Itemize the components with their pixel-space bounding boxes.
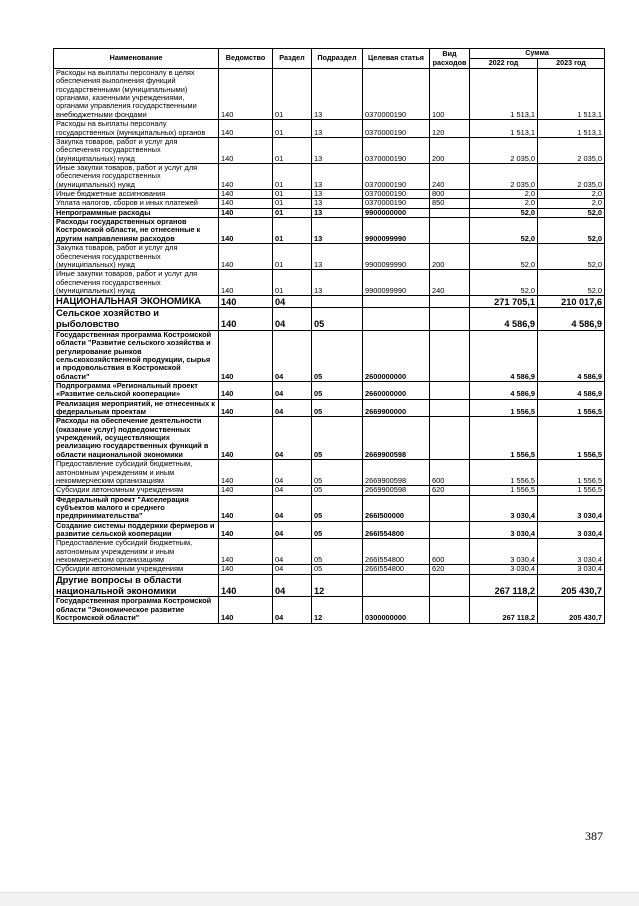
table-row [54, 495, 605, 521]
table-row [54, 218, 605, 244]
table-row [54, 574, 605, 597]
footer-strip [0, 892, 639, 906]
cell-sum-2022: 267 118,2 [470, 574, 538, 597]
cell-target-article: 2669900598 [363, 460, 430, 486]
cell-department: 140 [219, 120, 273, 138]
cell-department: 140 [219, 381, 273, 399]
cell-expense-type: 120 [430, 120, 470, 138]
cell-department: 140 [219, 597, 273, 623]
cell-target-article: 2669900000 [363, 399, 430, 417]
cell-name: Реализация мероприятий, не отнесенных к федеральным проектам [54, 399, 219, 417]
table-row [54, 120, 605, 138]
cell-sum-2022: 52,0 [470, 244, 538, 270]
cell-expense-type [430, 417, 470, 460]
cell-department: 140 [219, 495, 273, 521]
cell-target-article: 0370000190 [363, 137, 430, 163]
cell-target-article: 2669900598 [363, 417, 430, 460]
cell-target-article: 9900000000 [363, 208, 430, 217]
cell-department: 140 [219, 296, 273, 308]
cell-target-article [363, 574, 430, 597]
cell-section: 01 [273, 190, 312, 199]
table-row [54, 270, 605, 296]
cell-sum-2023: 2,0 [538, 199, 605, 208]
cell-subsection: 05 [312, 486, 363, 495]
cell-sum-2022: 271 705,1 [470, 296, 538, 308]
cell-department: 140 [219, 218, 273, 244]
table-row [54, 597, 605, 623]
header-section: Раздел [273, 49, 312, 69]
cell-sum-2022: 1 513,1 [470, 69, 538, 120]
cell-name: Подпрограмма «Региональный проект «Развитие сельской кооперации» [54, 381, 219, 399]
cell-target-article: 266I554800 [363, 565, 430, 574]
table-row [54, 381, 605, 399]
cell-section: 01 [273, 218, 312, 244]
cell-subsection: 12 [312, 597, 363, 623]
cell-subsection: 13 [312, 218, 363, 244]
page-number: 387 [585, 829, 603, 843]
cell-department: 140 [219, 539, 273, 565]
cell-sum-2023: 1 556,5 [538, 417, 605, 460]
cell-name: Расходы государственных органов Костромской области, не отнесенные к другим направлениям расходов [54, 218, 219, 244]
cell-expense-type [430, 495, 470, 521]
cell-name: Субсидии автономным учреждениям [54, 486, 219, 495]
cell-target-article: 0370000190 [363, 69, 430, 120]
table-row [54, 190, 605, 199]
header-department: Ведомство [219, 49, 273, 69]
cell-expense-type [430, 330, 470, 381]
cell-target-article: 266I554800 [363, 539, 430, 565]
cell-sum-2023: 1 513,1 [538, 69, 605, 120]
cell-subsection: 13 [312, 270, 363, 296]
table-row [54, 539, 605, 565]
cell-department: 140 [219, 460, 273, 486]
cell-sum-2023: 1 556,5 [538, 486, 605, 495]
cell-target-article [363, 296, 430, 308]
cell-name: Иные бюджетные ассигнования [54, 190, 219, 199]
cell-target-article: 9900099990 [363, 270, 430, 296]
cell-target-article: 0370000190 [363, 190, 430, 199]
cell-name: Федеральный проект "Акселерация субъектов малого и среднего предпринимательства" [54, 495, 219, 521]
cell-expense-type [430, 597, 470, 623]
cell-target-article: 0370000190 [363, 199, 430, 208]
cell-section: 04 [273, 565, 312, 574]
header-target-article: Целевая статья [363, 49, 430, 69]
cell-sum-2023: 52,0 [538, 218, 605, 244]
cell-department: 140 [219, 330, 273, 381]
cell-sum-2023: 3 030,4 [538, 539, 605, 565]
cell-target-article: 0370000190 [363, 163, 430, 189]
cell-section: 04 [273, 399, 312, 417]
cell-sum-2023: 2 035,0 [538, 163, 605, 189]
cell-department: 140 [219, 574, 273, 597]
cell-sum-2023: 2 035,0 [538, 137, 605, 163]
cell-target-article: 266I554800 [363, 521, 430, 539]
cell-name: Закупка товаров, работ и услуг для обеспечения государственных (муниципальных) нужд [54, 137, 219, 163]
cell-sum-2023: 2,0 [538, 190, 605, 199]
cell-sum-2023: 1 513,1 [538, 120, 605, 138]
cell-sum-2023: 3 030,4 [538, 565, 605, 574]
cell-section: 01 [273, 270, 312, 296]
cell-name: Закупка товаров, работ и услуг для обеспечения государственных (муниципальных) нужд [54, 244, 219, 270]
header-year-2023: 2023 год [538, 59, 605, 69]
cell-target-article [363, 308, 430, 331]
cell-section: 04 [273, 539, 312, 565]
cell-target-article: 266I500000 [363, 495, 430, 521]
cell-sum-2023: 3 030,4 [538, 495, 605, 521]
cell-expense-type [430, 521, 470, 539]
cell-expense-type [430, 208, 470, 217]
cell-subsection: 05 [312, 521, 363, 539]
cell-expense-type: 600 [430, 539, 470, 565]
cell-target-article: 9900099990 [363, 218, 430, 244]
cell-department: 140 [219, 190, 273, 199]
cell-name: Создание системы поддержки фермеров и развитие сельской кооперации [54, 521, 219, 539]
cell-sum-2023: 205 430,7 [538, 574, 605, 597]
cell-subsection: 13 [312, 137, 363, 163]
cell-expense-type: 620 [430, 486, 470, 495]
cell-department: 140 [219, 521, 273, 539]
cell-sum-2022: 267 118,2 [470, 597, 538, 623]
table-row [54, 399, 605, 417]
cell-expense-type: 600 [430, 460, 470, 486]
cell-department: 140 [219, 486, 273, 495]
cell-section: 04 [273, 308, 312, 331]
cell-sum-2023: 210 017,6 [538, 296, 605, 308]
cell-subsection: 12 [312, 574, 363, 597]
cell-sum-2023: 4 586,9 [538, 330, 605, 381]
cell-subsection: 05 [312, 495, 363, 521]
cell-section: 01 [273, 137, 312, 163]
cell-expense-type [430, 308, 470, 331]
cell-name: НАЦИОНАЛЬНАЯ ЭКОНОМИКА [54, 296, 219, 308]
cell-target-article: 2660000000 [363, 381, 430, 399]
cell-sum-2022: 1 513,1 [470, 120, 538, 138]
cell-name: Сельское хозяйство и рыболовство [54, 308, 219, 331]
cell-sum-2023: 52,0 [538, 244, 605, 270]
header-year-2022: 2022 год [470, 59, 538, 69]
cell-sum-2022: 3 030,4 [470, 565, 538, 574]
cell-name: Предоставление субсидий бюджетным, автономным учреждениям и иным некоммерческим организациям [54, 460, 219, 486]
cell-sum-2023: 52,0 [538, 270, 605, 296]
cell-name: Государственная программа Костромской области "Экономическое развитие Костромской области" [54, 597, 219, 623]
cell-sum-2022: 3 030,4 [470, 521, 538, 539]
cell-name: Предоставление субсидий бюджетным, автономным учреждениям и иным некоммерческим организациям [54, 539, 219, 565]
cell-sum-2023: 3 030,4 [538, 521, 605, 539]
cell-subsection: 13 [312, 120, 363, 138]
cell-expense-type [430, 399, 470, 417]
cell-expense-type: 100 [430, 69, 470, 120]
cell-department: 140 [219, 199, 273, 208]
cell-section: 04 [273, 574, 312, 597]
cell-subsection: 13 [312, 69, 363, 120]
cell-sum-2022: 2,0 [470, 199, 538, 208]
cell-subsection: 05 [312, 417, 363, 460]
cell-subsection: 05 [312, 381, 363, 399]
cell-expense-type: 850 [430, 199, 470, 208]
cell-sum-2022: 52,0 [470, 270, 538, 296]
cell-target-article: 2600000000 [363, 330, 430, 381]
table-row [54, 137, 605, 163]
table-row [54, 521, 605, 539]
cell-department: 140 [219, 565, 273, 574]
cell-subsection: 05 [312, 539, 363, 565]
cell-department: 140 [219, 270, 273, 296]
cell-section: 04 [273, 597, 312, 623]
table-row [54, 199, 605, 208]
cell-name: Расходы на выплаты персоналу государственных (муниципальных) органов [54, 120, 219, 138]
cell-name: Расходы на выплаты персоналу в целях обеспечения выполнения функций государственными (муниципальными) органами, казенными учреждениями, органами управления государственными внебюджетными фондами [54, 69, 219, 120]
cell-department: 140 [219, 244, 273, 270]
cell-department: 140 [219, 137, 273, 163]
cell-department: 140 [219, 399, 273, 417]
header-subsection: Подраздел [312, 49, 363, 69]
cell-expense-type: 240 [430, 270, 470, 296]
cell-expense-type [430, 218, 470, 244]
cell-sum-2022: 3 030,4 [470, 495, 538, 521]
cell-department: 140 [219, 69, 273, 120]
cell-subsection: 13 [312, 244, 363, 270]
cell-name: Другие вопросы в области национальной экономики [54, 574, 219, 597]
cell-name: Уплата налогов, сборов и иных платежей [54, 199, 219, 208]
table-row [54, 417, 605, 460]
cell-section: 04 [273, 330, 312, 381]
cell-sum-2022: 4 586,9 [470, 308, 538, 331]
cell-expense-type [430, 574, 470, 597]
table-row [54, 69, 605, 120]
cell-sum-2023: 52,0 [538, 208, 605, 217]
cell-section: 01 [273, 120, 312, 138]
header-name: Наименование [54, 49, 219, 69]
cell-subsection: 05 [312, 330, 363, 381]
cell-subsection: 13 [312, 208, 363, 217]
cell-subsection: 13 [312, 190, 363, 199]
cell-sum-2022: 52,0 [470, 218, 538, 244]
cell-subsection: 05 [312, 565, 363, 574]
cell-sum-2022: 1 556,5 [470, 486, 538, 495]
cell-name: Иные закупки товаров, работ и услуг для обеспечения государственных (муниципальных) нужд [54, 270, 219, 296]
cell-subsection: 05 [312, 460, 363, 486]
cell-sum-2022: 2,0 [470, 190, 538, 199]
cell-subsection: 05 [312, 399, 363, 417]
cell-department: 140 [219, 208, 273, 217]
cell-subsection: 13 [312, 163, 363, 189]
cell-section: 01 [273, 208, 312, 217]
cell-sum-2023: 1 556,5 [538, 460, 605, 486]
cell-target-article: 0300000000 [363, 597, 430, 623]
table-row [54, 460, 605, 486]
cell-section: 01 [273, 199, 312, 208]
cell-expense-type [430, 381, 470, 399]
cell-section: 01 [273, 163, 312, 189]
cell-name: Расходы на обеспечение деятельности (оказание услуг) подведомственных учреждений, осуществляющих реализацию государственных функций в области национальной экономики [54, 417, 219, 460]
cell-expense-type: 620 [430, 565, 470, 574]
cell-sum-2023: 4 586,9 [538, 308, 605, 331]
cell-target-article: 2669900598 [363, 486, 430, 495]
cell-section: 04 [273, 495, 312, 521]
budget-table [53, 48, 605, 624]
cell-sum-2022: 4 586,9 [470, 330, 538, 381]
table-row [54, 330, 605, 381]
cell-target-article: 0370000190 [363, 120, 430, 138]
cell-sum-2022: 4 586,9 [470, 381, 538, 399]
cell-department: 140 [219, 417, 273, 460]
table-row [54, 296, 605, 308]
cell-target-article: 9900099990 [363, 244, 430, 270]
cell-department: 140 [219, 163, 273, 189]
cell-sum-2023: 4 586,9 [538, 381, 605, 399]
header-sum: Сумма [470, 49, 605, 59]
cell-name: Непрограммные расходы [54, 208, 219, 217]
table-row [54, 163, 605, 189]
cell-name: Государственная программа Костромской области "Развитие сельского хозяйства и регулирование рынков сельскохозяйственной продукции, сырья и продовольствия в Костромской области" [54, 330, 219, 381]
cell-expense-type: 200 [430, 137, 470, 163]
cell-expense-type [430, 296, 470, 308]
table-row [54, 565, 605, 574]
cell-section: 04 [273, 521, 312, 539]
table-body [54, 69, 605, 624]
header-row [54, 49, 605, 59]
cell-name: Иные закупки товаров, работ и услуг для обеспечения государственных (муниципальных) нужд [54, 163, 219, 189]
cell-section: 01 [273, 69, 312, 120]
cell-subsection [312, 296, 363, 308]
cell-subsection: 13 [312, 199, 363, 208]
cell-section: 04 [273, 460, 312, 486]
cell-expense-type: 200 [430, 244, 470, 270]
cell-sum-2022: 3 030,4 [470, 539, 538, 565]
cell-name: Субсидии автономным учреждениям [54, 565, 219, 574]
table-row [54, 486, 605, 495]
cell-expense-type: 800 [430, 190, 470, 199]
cell-sum-2022: 2 035,0 [470, 163, 538, 189]
cell-sum-2023: 205 430,7 [538, 597, 605, 623]
cell-sum-2022: 52,0 [470, 208, 538, 217]
table-row [54, 208, 605, 217]
header-expense-type: Вид расходов [430, 49, 470, 69]
cell-section: 04 [273, 381, 312, 399]
table-row [54, 244, 605, 270]
cell-sum-2022: 1 556,5 [470, 417, 538, 460]
cell-section: 01 [273, 244, 312, 270]
cell-expense-type: 240 [430, 163, 470, 189]
cell-section: 04 [273, 296, 312, 308]
table-row [54, 308, 605, 331]
cell-sum-2022: 2 035,0 [470, 137, 538, 163]
cell-department: 140 [219, 308, 273, 331]
cell-section: 04 [273, 486, 312, 495]
cell-section: 04 [273, 417, 312, 460]
cell-sum-2022: 1 556,5 [470, 460, 538, 486]
cell-sum-2023: 1 556,5 [538, 399, 605, 417]
cell-subsection: 05 [312, 308, 363, 331]
cell-sum-2022: 1 556,5 [470, 399, 538, 417]
